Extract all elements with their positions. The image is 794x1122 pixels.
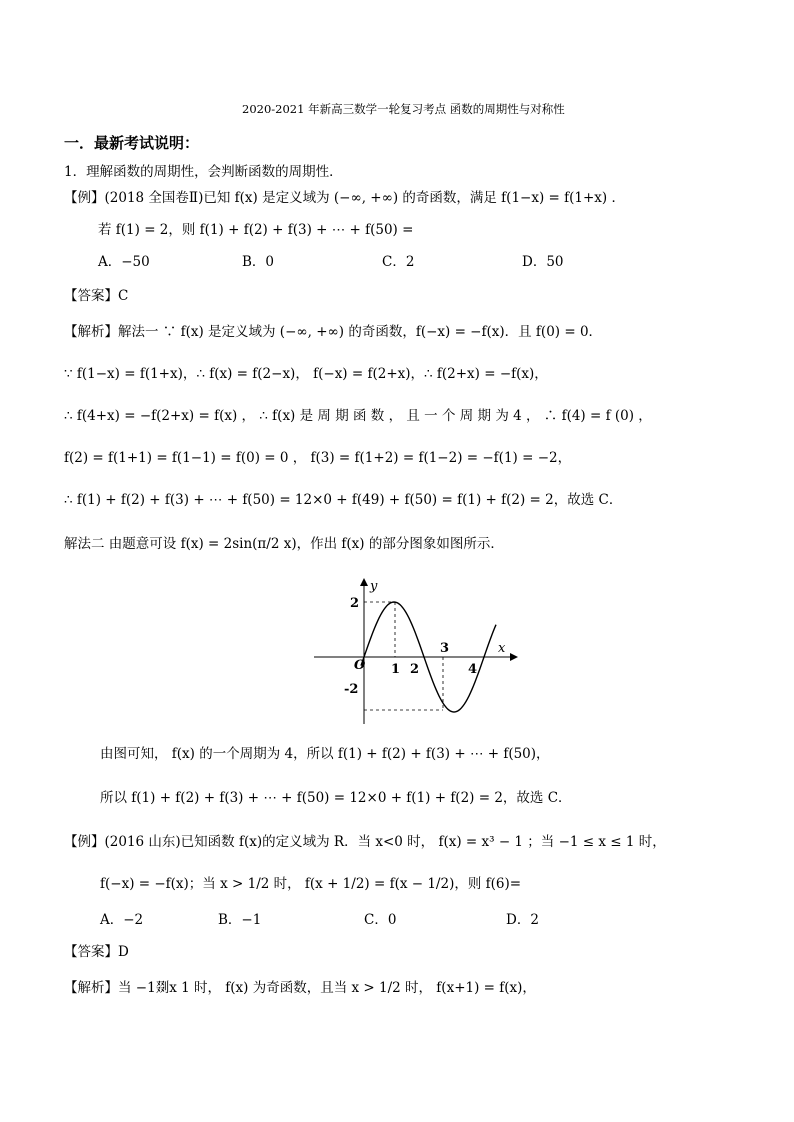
y-tick-2: 2: [350, 596, 360, 611]
sine-graph: [300, 572, 530, 732]
objective-item: 1．理解函数的周期性，会判断函数的周期性．: [64, 164, 343, 180]
example1-conclusion1: 由图可知， f(x) 的一个周期为 4，所以 f(1) + f(2) + f(3) + ⋯ + f(50)，: [100, 746, 550, 762]
x-tick-2: 2: [410, 662, 420, 677]
example1-option-c: C．2: [382, 254, 415, 270]
example2-answer: 【答案】D: [64, 944, 129, 960]
y-tick-neg2: -2: [344, 682, 359, 697]
example1-solution-line: f(2) = f(1+1) = f(1−1) = f(0) = 0 ， f(3) = f(1+2) = f(1−2) = −f(1) = −2，: [64, 450, 572, 466]
example1-solution-line: ∵ f(1−x) = f(1+x)，∴ f(x) = f(2−x)， f(−x) = f(2+x)，∴ f(2+x) = −f(x)，: [64, 366, 548, 382]
x-axis-arrow: [510, 653, 518, 661]
example2-option-a: A．−2: [100, 912, 144, 928]
example2-option-d: D．2: [506, 912, 539, 928]
example1-solution-line: 【解析】解法一 ∵ f(x) 是定义域为 (−∞, +∞) 的奇函数，f(−x) = −f(x)．且 f(0) = 0．: [64, 324, 603, 340]
x-tick-1: 1: [391, 662, 401, 677]
example1-conclusion2: 所以 f(1) + f(2) + f(3) + ⋯ + f(50) = 12×0 + f(1) + f(2) = 2，故选 C．: [100, 790, 572, 806]
example1-stem-line2: 若 f(1) = 2，则 f(1) + f(2) + f(3) + ⋯ + f(50) =: [98, 222, 414, 238]
example1-option-a: A．−50: [98, 254, 150, 270]
x-axis-label: x: [498, 641, 506, 656]
example1-stem-line1: 【例】(2018 全国卷Ⅱ)已知 f(x) 是定义域为 (−∞, +∞) 的奇函数，满足 f(1−x) = f(1+x) ．: [64, 190, 625, 206]
example2-stem-line1: 【例】(2016 山东)已知函数 f(x)的定义域为 R．当 x<0 时， f(x) = x³ − 1 ；当 −1 ≤ x ≤ 1 时，: [64, 834, 666, 850]
example1-solution-line: ∴ f(1) + f(2) + f(3) + ⋯ + f(50) = 12×0 + f(49) + f(50) = f(1) + f(2) = 2，故选 C．: [64, 492, 623, 508]
example2-stem-line2: f(−x) = −f(x)；当 x > 1/2 时， f(x + 1/2) = f(x − 1/2)，则 f(6)=: [100, 876, 522, 892]
x-tick-4: 4: [468, 662, 478, 677]
example1-method2: 解法二 由题意可设 f(x) = 2sin(π/2 x)，作出 f(x) 的部分图象如图所示．: [64, 536, 504, 552]
section-heading: 一．最新考试说明：: [64, 134, 200, 152]
example1-option-b: B．0: [242, 254, 275, 270]
page-title: 2020-2021 年新高三数学一轮复习考点 函数的周期性与对称性: [242, 102, 565, 116]
y-axis-label: y: [370, 579, 378, 594]
example2-option-c: C．0: [364, 912, 397, 928]
example1-option-d: D．50: [522, 254, 564, 270]
example1-answer: 【答案】C: [64, 288, 129, 304]
origin-label: O: [354, 658, 366, 673]
x-tick-3: 3: [440, 641, 450, 656]
example2-solution-line: 【解析】当 −1剟x 1 时， f(x) 为奇函数，且当 x > 1/2 时， f(x+1) = f(x)，: [64, 980, 536, 996]
example2-option-b: B．−1: [218, 912, 262, 928]
example1-solution-line: ∴ f(4+x) = −f(2+x) = f(x) ， ∴ f(x) 是 周 期 函 数 ， 且 一 个 周 期 为 4 ， ∴ f(4) = f (0) ，: [64, 408, 652, 424]
y-axis-arrow: [360, 578, 368, 586]
